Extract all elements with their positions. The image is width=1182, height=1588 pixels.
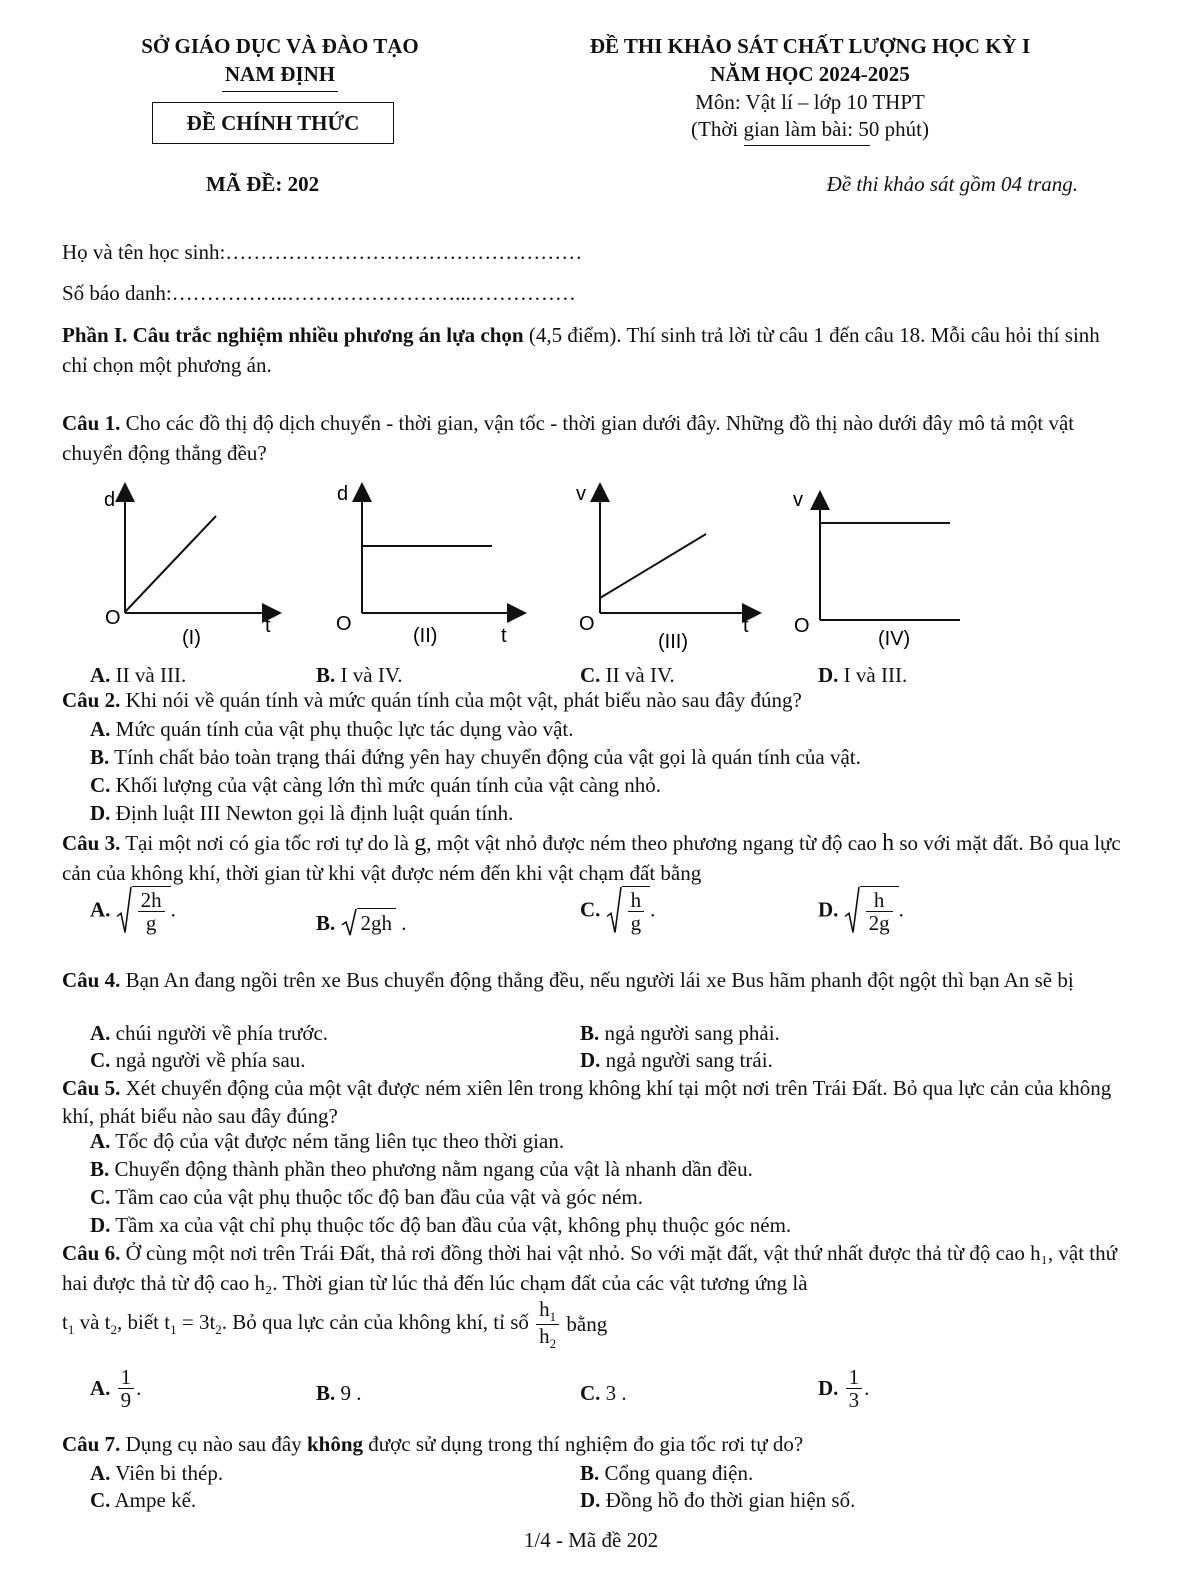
graph-4-ylabel: v [793,489,803,511]
q2-option-c: C. Khối lượng của vật càng lớn thì mức quán tính của vật càng nhỏ. [90,773,662,797]
q7-option-b: B. Cổng quang điện. [580,1461,754,1485]
q1-option-c: C. II và IV. [580,663,675,687]
q1-option-b: B. I và IV. [316,663,403,687]
part1-text: (4,5 điểm). Thí sinh trả lời từ câu 1 đến câu 18. Mỗi câu hỏi thí sinh chỉ chọn một phương án. [62,323,1100,377]
q7-option-c: C. Ampe kế. [90,1488,197,1512]
part1-title: Phần I. Câu trắc nghiệm nhiều phương án lựa chọn [62,323,524,347]
q3-var-h: h [882,830,895,856]
graph-4-caption: (IV) [878,628,911,650]
department-name: SỞ GIÁO DỤC VÀ ĐÀO TẠO [141,34,419,58]
graph-3-ylabel: v [576,483,586,505]
pages-note: Đề thi khảo sát gồm 04 trang. [826,172,1078,196]
graph-1-xlabel: t [265,615,271,637]
graph-2-caption: (II) [413,625,438,647]
q4-option-c: C. ngả người về phía sau. [90,1048,306,1072]
q5-option-d: D. Tầm xa của vật chỉ phụ thuộc tốc độ ban đầu của vật, không phụ thuộc góc ném. [90,1213,792,1237]
part1-instructions [62,320,1122,380]
school-year: NĂM HỌC 2024-2025 [710,62,910,86]
graph-3-origin: O [579,613,595,635]
q5-option-a: A. Tốc độ của vật được ném tăng liên tục theo thời gian. [90,1129,565,1153]
q1-label: Câu 1. [62,411,121,435]
subject-line: Môn: Vật lí – lớp 10 THPT [695,90,925,114]
q3-option-d: D. $\frac{h}{2g}$ . [818,888,904,936]
q2-option-d: D. Định luật III Newton gọi là định luật quán tính. [90,801,514,825]
q4-option-b: B. ngả người sang phải. [580,1021,780,1045]
question-1 [62,408,1122,468]
q6-condition-line: $t_1$ và $t_2$, biết $t_1 = 3t_2$. Bỏ qua lực cản của không khí, tỉ số $\frac{h_1}{h_2}$ bằng [62,1297,608,1352]
question-4: Câu 4. Bạn An đang ngồi trên xe Bus chuyển động thẳng đều, nếu người lái xe Bus hãm phanh đột ngột thì bạn An sẽ bị [62,968,1074,992]
q5-option-b: B. Chuyển động thành phần theo phương nằm ngang của vật là nhanh dần đều. [90,1157,753,1181]
q3-option-c: C. $\frac{h}{g}$ . [580,888,656,936]
question-3: Câu 3. Tại một nơi có gia tốc rơi tự do là g, một vật nhỏ được ném theo phương ngang từ độ cao h so với mặt đất. Bỏ qua lực cản của không khí, thời gian từ khi vật được ném đến khi vật chạm đất bằng [62,830,1121,885]
student-id-field: Số báo danh:……………..……………………...…………… [62,281,576,305]
graph-1-ylabel: d [104,489,116,511]
question-6: Câu 6. Ở cùng một nơi trên Trái Đất, thả rơi đồng thời hai vật nhỏ. So với mặt đất, vật thứ nhất được thả từ độ cao h₁, vật thứ hai được thả từ độ cao h₂. Thời gian từ lúc thả đến lúc chạm đất của các vật tương ứng là [62,1241,1118,1295]
q1-option-d: D. I và III. [818,663,908,687]
graph-4-origin: O [794,615,810,637]
page-footer: 1/4 - Mã đề 202 [523,1528,659,1552]
q6-option-b: B. 9 . [316,1381,362,1405]
graph-2-xlabel: t [501,625,507,647]
graph-1 [104,489,272,649]
q6-option-d: D. $\frac{1}{3}$ . [818,1365,870,1413]
q3-option-b: B. 2gh . [316,908,407,936]
q2-option-b: B. Tính chất bảo toàn trạng thái đứng yên hay chuyển động của vật gọi là quán tính của vật. [90,745,861,769]
graph-2-origin: O [336,613,352,635]
official-stamp: ĐỀ CHÍNH THỨC [152,102,394,144]
q1-graphs [0,470,1182,660]
q5-option-c: C. Tầm cao của vật phụ thuộc tốc độ ban đầu của vật và góc ném. [90,1185,644,1209]
q7-option-d: D. Đồng hồ đo thời gian hiện số. [580,1488,856,1512]
q6-option-c: C. 3 . [580,1381,627,1405]
q7-option-a: A. Viên bi thép. [90,1461,224,1485]
q1-text: Cho các đồ thị độ dịch chuyển - thời gian, vận tốc - thời gian dưới đây. Những đồ thị nào dưới đây mô tả một vật chuyển động thẳng đều? [62,411,1075,465]
q6-option-a: A. $\frac{1}{9}$ . [90,1365,142,1413]
question-7: Câu 7. Dụng cụ nào sau đây không được sử dụng trong thí nghiệm đo gia tốc rơi tự do? [62,1432,804,1456]
graph-2 [336,483,517,647]
question-5: Câu 5. Xét chuyển động của một vật được ném xiên lên trong không khí tại một nơi trên Trái Đất. Bỏ qua lực cản của không khí, phát biểu nào sau đây đúng? [62,1076,1112,1128]
province-underline [222,91,338,92]
q3-var-g: g [414,830,427,856]
q4-option-d: D. ngả người sang trái. [580,1048,773,1072]
graph-3 [576,483,752,653]
exam-title: ĐỀ THI KHẢO SÁT CHẤT LƯỢNG HỌC KỲ I [589,34,1031,58]
exam-code: MÃ ĐỀ: 202 [206,172,320,196]
time-underline [744,145,870,146]
student-name-field: Họ và tên học sinh:…………………………………………… [62,240,583,264]
q1-option-a: A. II và III. [90,663,187,687]
time-line: (Thời gian làm bài: 50 phút) [691,117,929,141]
province-name: NAM ĐỊNH [224,62,336,86]
q2-option-a: A. Mức quán tính của vật phụ thuộc lực tác dụng vào vật. [90,717,574,741]
graph-1-caption: (I) [182,627,201,649]
graph-2-ylabel: d [337,483,349,505]
graph-4 [793,489,960,650]
graph-3-xlabel: t [743,615,749,637]
graph-3-caption: (III) [658,631,688,653]
question-2: Câu 2. Khi nói về quán tính và mức quán tính của một vật, phát biểu nào sau đây đúng? [62,688,802,712]
graph-1-origin: O [105,607,121,629]
q3-option-a: A. $\frac{2h}{g}$ . [90,888,176,936]
q4-option-a: A. chúi người về phía trước. [90,1021,329,1045]
